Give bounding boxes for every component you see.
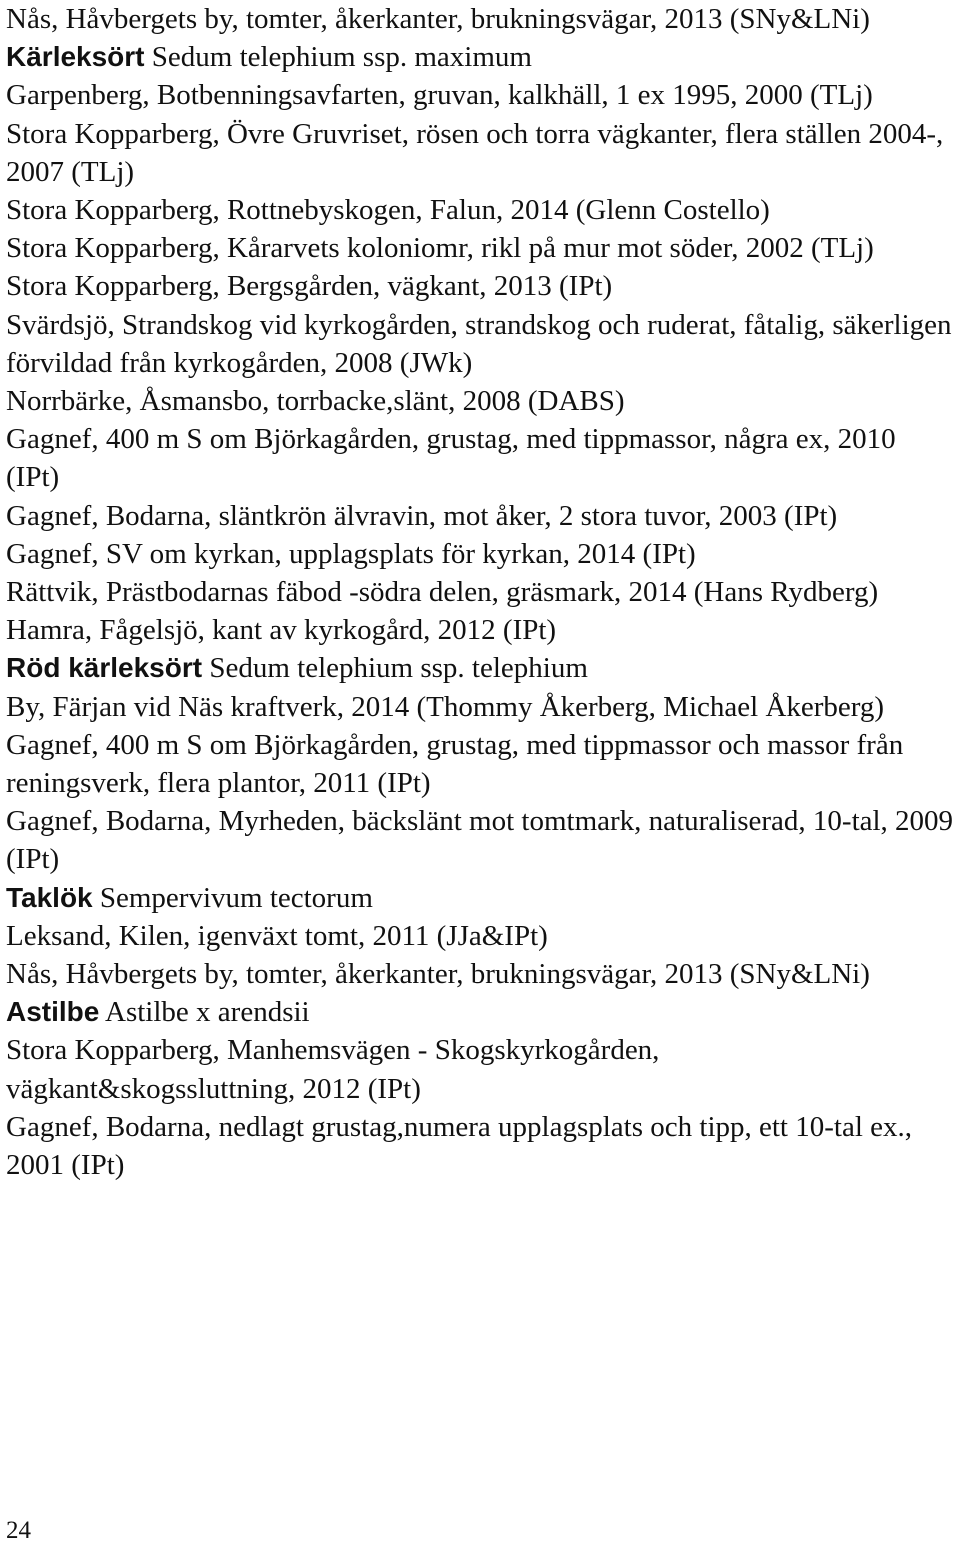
document-page xyxy=(6,0,954,1184)
species-heading xyxy=(6,649,954,687)
species-swedish-name: Röd kärleksört xyxy=(6,652,203,684)
species-swedish-name: Kärleksört xyxy=(6,41,145,73)
species-heading xyxy=(6,38,954,76)
locality-record: Gagnef, SV om kyrkan, upplagsplats för kyrkan, 2014 (IPt) xyxy=(6,537,696,570)
species-latin-name: Sedum telephium ssp. telephium xyxy=(209,652,588,685)
species-latin-name: Sempervivum tectorum xyxy=(99,881,373,914)
locality-record: By, Färjan vid Näs kraftverk, 2014 (Thommy Åkerberg, Michael Åkerberg) xyxy=(6,690,885,723)
locality-record: Gagnef, Bodarna, nedlagt grustag,numera upplagsplats och tipp, ett 10-tal ex., 2001 (IPt) xyxy=(6,1110,912,1182)
locality-record: Rättvik, Prästbodarnas fäbod -södra delen, gräsmark, 2014 (Hans Rydberg) xyxy=(6,576,879,609)
locality-record: Stora Kopparberg, Övre Gruvriset, rösen och torra vägkanter, flera ställen 2004-, 2007 (TLj) xyxy=(6,117,944,188)
page-number: 24 xyxy=(6,1517,31,1544)
locality-record: Gagnef, 400 m S om Björkagården, grustag, med tippmassor, några ex, 2010 (IPt) xyxy=(6,423,896,494)
species-heading xyxy=(6,879,954,917)
locality-record: Stora Kopparberg, Bergsgården, vägkant, 2013 (IPt) xyxy=(6,270,613,303)
locality-record: Gagnef, Bodarna, Myrheden, bäckslänt mot tomtmark, naturaliserad, 10-tal, 2009 (IPt) xyxy=(6,805,954,876)
locality-record: Nås, Håvbergets by, tomter, åkerkanter, brukningsvägar, 2013 (SNy&LNi) xyxy=(6,3,870,35)
locality-record: Garpenberg, Botbenningsavfarten, gruvan, kalkhäll, 1 ex 1995, 2000 (TLj) xyxy=(6,79,873,112)
locality-record: Nås, Håvbergets by, tomter, åkerkanter, brukningsvägar, 2013 (SNy&LNi) xyxy=(6,958,870,991)
locality-record: Gagnef, 400 m S om Björkagården, grustag, med tippmassor och massor från reningsverk, flera plantor, 2011 (IPt) xyxy=(6,728,904,800)
locality-record: Svärdsjö, Strandskog vid kyrkogården, strandskog och ruderat, fåtalig, säkerligen förvildad från kyrkogården, 2008 (JWk) xyxy=(6,308,952,379)
locality-record: Norrbärke, Åsmansbo, torrbacke,slänt, 2008 (DABS) xyxy=(6,385,625,418)
locality-record: Gagnef, Bodarna, släntkrön älvravin, mot åker, 2 stora tuvor, 2003 (IPt) xyxy=(6,499,838,532)
species-record-list xyxy=(6,0,954,1184)
locality-record: Leksand, Kilen, igenväxt tomt, 2011 (JJa&IPt) xyxy=(6,919,548,952)
species-swedish-name: Astilbe xyxy=(6,996,100,1028)
locality-record: Stora Kopparberg, Rottnebyskogen, Falun, 2014 (Glenn Costello) xyxy=(6,194,770,227)
locality-record: Hamra, Fågelsjö, kant av kyrkogård, 2012 (IPt) xyxy=(6,614,557,647)
locality-record: Stora Kopparberg, Manhemsvägen - Skogskyrkogården, vägkant&skogssluttning, 2012 (IPt) xyxy=(6,1034,660,1105)
locality-record: Stora Kopparberg, Kårarvets koloniomr, rikl på mur mot söder, 2002 (TLj) xyxy=(6,232,874,265)
species-heading xyxy=(6,993,954,1031)
species-latin-name: Astilbe x arendsii xyxy=(105,996,310,1029)
species-swedish-name: Taklök xyxy=(6,881,93,913)
species-latin-name: Sedum telephium ssp. maximum xyxy=(151,41,532,74)
